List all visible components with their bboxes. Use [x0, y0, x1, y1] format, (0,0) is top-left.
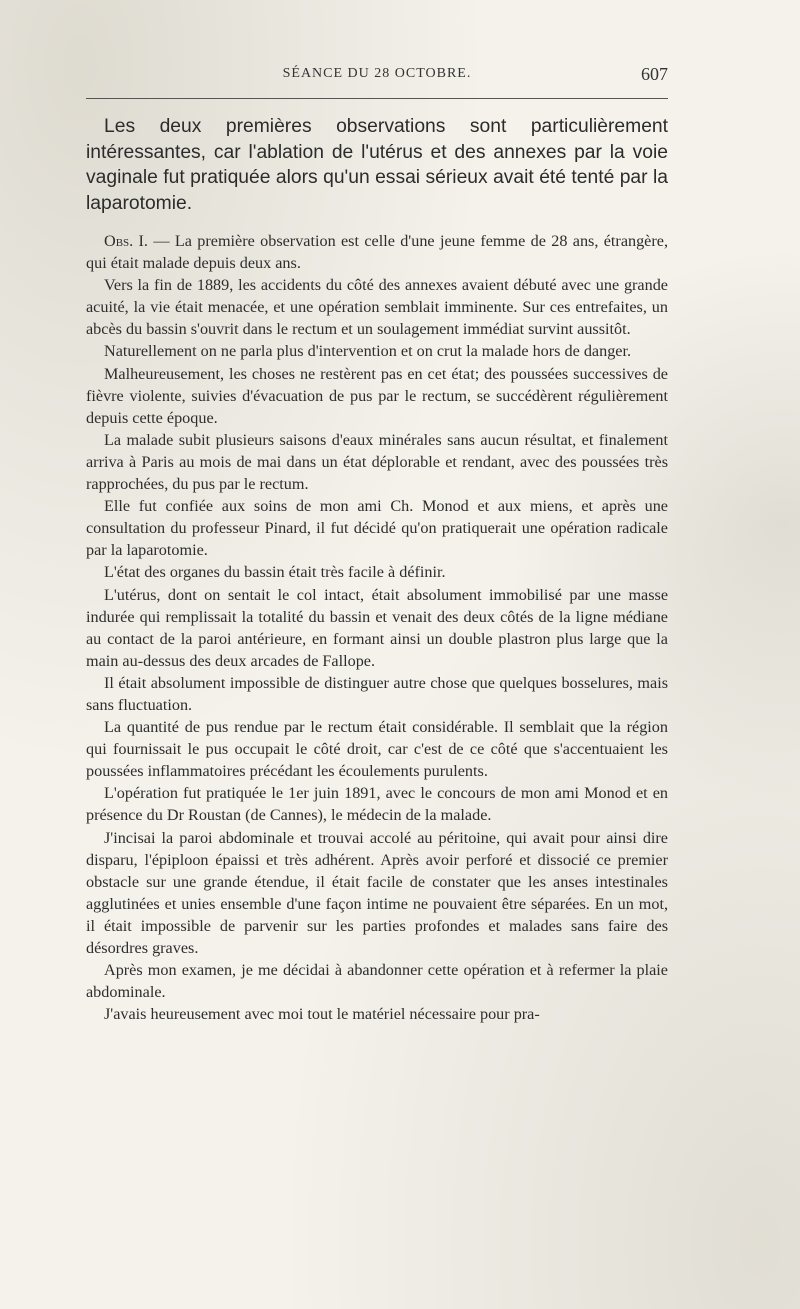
paragraph — [86, 230, 668, 274]
intro-paragraph: Les deux premières observations sont particulièrement intéressantes, car l'ablation de l'utérus et des annexes par la voie vaginale fut pratiquée alors qu'un essai sérieux avait été tenté par la laparotomie. — [86, 116, 668, 214]
paragraph: Naturellement on ne parla plus d'intervention et on crut la malade hors de danger. — [104, 342, 632, 361]
observation-text — [86, 230, 668, 1025]
paragraph-text: — La première observation est celle d'une jeune femme de 28 ans, étrangère, qui était malade depuis deux ans. — [86, 232, 668, 273]
header-rule — [86, 98, 668, 99]
page-number: 607 — [641, 64, 668, 84]
paragraph: Elle fut confiée aux soins de mon ami Ch. Monod et aux miens, et après une consultation du professeur Pinard, il fut décidé qu'on pratiquerait une opération radicale par la laparotomie. — [86, 497, 668, 560]
paragraph: L'opération fut pratiquée le 1er juin 1891, avec le concours de mon ami Monod et en présence du Dr Roustan (de Cannes), le médecin de la malade. — [86, 784, 668, 825]
paragraph: Malheureusement, les choses ne restèrent pas en cet état; des poussées successives de fièvre violente, suivies d'évacuation de pus par le rectum, se succédèrent régulièrement depuis cette époque. — [86, 364, 668, 427]
paragraph: La quantité de pus rendue par le rectum était considérable. Il semblait que la région qui fournissait le pus occupait le côté droit, car c'est de ce côté que s'accentuaient les poussées inflammatoires précédant les écoulements purulents. — [86, 718, 668, 781]
paragraph: Il était absolument impossible de distinguer autre chose que quelques bosselures, mais sans fluctuation. — [86, 673, 668, 714]
paragraph: J'avais heureusement avec moi tout le matériel nécessaire pour pra- — [104, 1005, 540, 1024]
paragraph: L'état des organes du bassin était très facile à définir. — [104, 563, 446, 582]
running-head: SÉANCE DU 28 OCTOBRE. — [282, 66, 472, 81]
paragraph: J'incisai la paroi abdominale et trouvai accolé au péritoine, qui avait pour ainsi dire disparu, l'épiploon épaissi et très adhérent. Après avoir perforé et dissocié ce premier obstacle sur une grande étendue, il était facile de constater que les anses intestinales agglutinées et unies ensemble d'une façon intime ne pouvaient être séparées. En un mot, il était impossible de parvenir sur les parties profondes et malades sans faire des désordres graves. — [86, 828, 668, 957]
paragraph: L'utérus, dont on sentait le col intact, était absolument immobilisé par une masse indurée qui remplissait la totalité du bassin et venait des deux côtés de la ligne médiane au contact de la paroi antérieure, en formant ainsi un double plastron plus large que la main au-dessus des deux arcades de Fallope. — [86, 585, 668, 670]
paragraph: La malade subit plusieurs saisons d'eaux minérales sans aucun résultat, et finalement arriva à Paris au mois de mai dans un état déplorable et rendant, avec des poussées très rapprochées, du pus par le rectum. — [86, 430, 668, 494]
observation-label: Obs. I. — [104, 232, 148, 250]
paragraph: Vers la fin de 1889, les accidents du côté des annexes avaient débuté avec une grande acuité, la vie était menacée, et une opération semblait imminente. Sur ces entrefaites, un abcès du bassin s'ouvrit dans le rectum et un soulagement immédiat survint aussitôt. — [86, 276, 668, 339]
paragraph: Après mon examen, je me décidai à abandonner cette opération et à refermer la plaie abdominale. — [86, 961, 668, 1002]
page-header — [86, 66, 668, 90]
